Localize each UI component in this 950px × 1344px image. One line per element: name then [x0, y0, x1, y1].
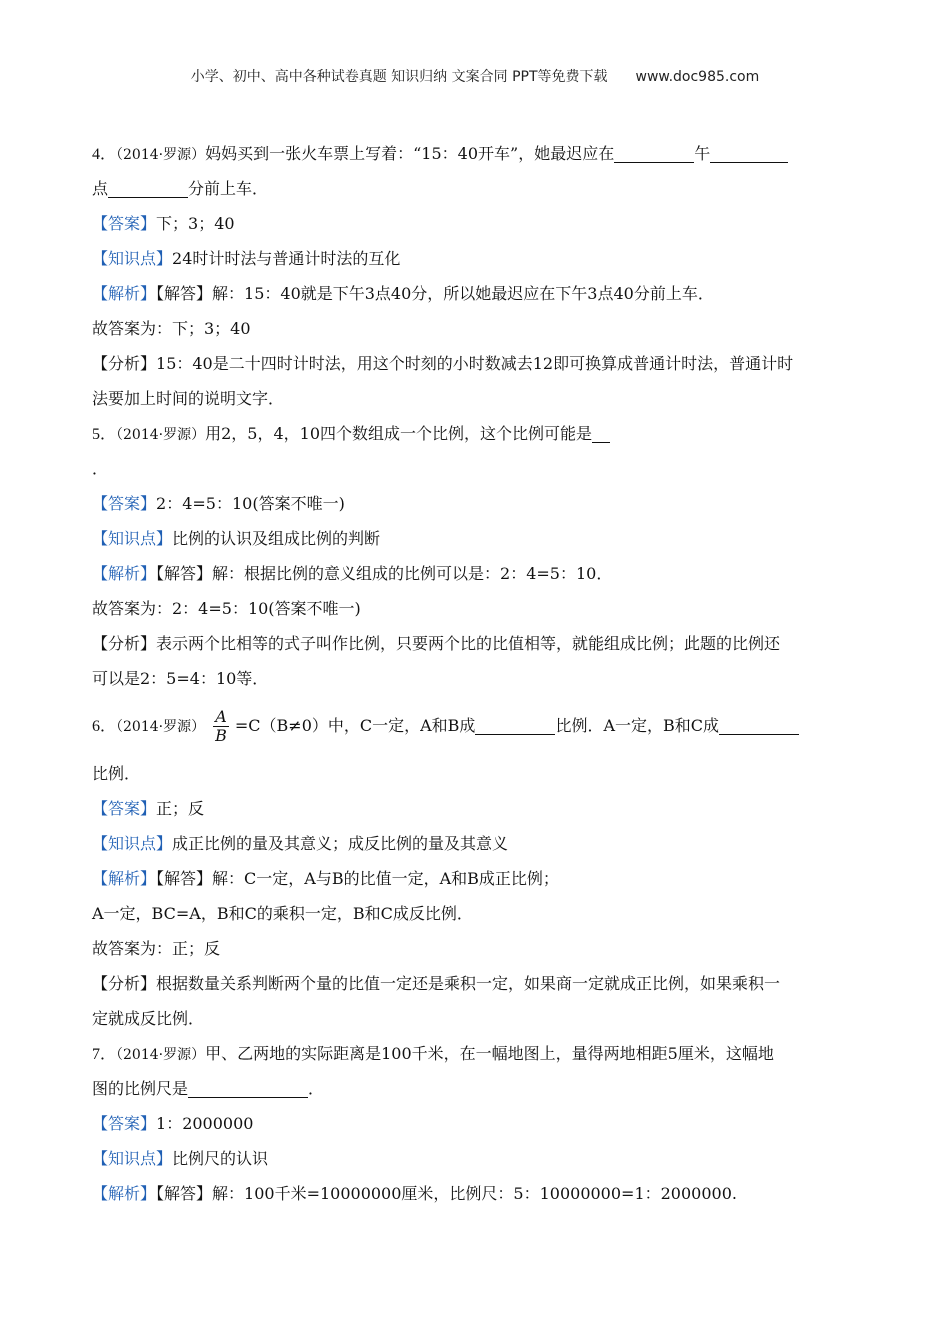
q6-analysis: 【解析】【解答】解：C一定，A与B的比值一定，A和B成正比例； [92, 869, 559, 888]
q6-stem-line2: 比例． [92, 764, 141, 783]
header-text: 小学、初中、高中各种试卷真题 知识归纳 文案合同 PPT等免费下载 [190, 69, 608, 85]
q5-knowledge: 【知识点】比例的认识及组成比例的判断 [92, 529, 381, 548]
q4-conclusion: 故答案为：下；3；40 [92, 319, 251, 338]
document-body [92, 136, 862, 1211]
q4-remark-line2: 法要加上时间的说明文字． [92, 389, 285, 408]
q6-conclusion: 故答案为：正；反 [92, 939, 221, 958]
q4-remark-line1: 【分析】15：40是二十四时计时法，用这个时刻的小时数减去12即可换算成普通计时法，普通计时 [92, 354, 794, 373]
q6-remark-line1: 【分析】根据数量关系判断两个量的比值一定还是乘积一定，如果商一定就成正比例，如果乘积一 [92, 974, 781, 993]
q4-blank-1[interactable] [614, 138, 694, 163]
q5-remark-line1: 【分析】表示两个比相等的式子叫作比例，只要两个比的比值相等，就能组成比例；此题的比例还 [92, 634, 781, 653]
q5-stem: 5．（2014·罗源）用2，5，4，10四个数组成一个比例，这个比例可能是 [92, 416, 862, 451]
q6-remark-line2: 定就成反比例． [92, 1009, 205, 1028]
q5-stem-end: ． [92, 459, 109, 478]
header-site[interactable]: www.doc985.com [635, 69, 760, 85]
q4-stem-line1: 4．（2014·罗源）妈妈买到一张火车票上写着：“15：40开车”，她最迟应在 午 [92, 136, 862, 171]
q4-knowledge: 【知识点】24时计时法与普通计时法的互化 [92, 249, 401, 268]
q6-blank-2[interactable] [719, 710, 799, 735]
q6-knowledge: 【知识点】成正比例的量及其意义；成反比例的量及其意义 [92, 834, 509, 853]
q5-answer: 【答案】2：4=5：10(答案不唯一) [92, 494, 345, 513]
page-header [0, 66, 950, 86]
q5-analysis: 【解析】【解答】解：根据比例的意义组成的比例可以是：2：4=5：10． [92, 564, 613, 583]
q7-analysis: 【解析】【解答】解：100千米=10000000厘米，比例尺：5：10000000=1：2000000. [92, 1184, 737, 1203]
q4-answer: 【答案】下；3；40 [92, 214, 235, 233]
q5-blank[interactable] [592, 418, 610, 443]
q4-stem-line2: 点 分前上车． [92, 171, 862, 206]
q7-blank[interactable] [188, 1073, 308, 1098]
q6-blank-1[interactable] [475, 710, 555, 735]
q5-conclusion: 故答案为：2：4=5：10(答案不唯一) [92, 599, 361, 618]
q6-stem-line1: 6．（2014·罗源） $\frac{A}{B}$ =C（B≠0）中，C一定，A和B成 比例．A一定，B和C成 [92, 696, 862, 756]
q4-blank-2[interactable] [710, 138, 788, 163]
q6-answer: 【答案】正；反 [92, 799, 205, 818]
q7-answer: 【答案】1：2000000 [92, 1114, 254, 1133]
q6-analysis-line2: A一定，BC=A，B和C的乘积一定，B和C成反比例． [92, 904, 473, 923]
q7-knowledge: 【知识点】比例尺的认识 [92, 1149, 269, 1168]
fraction-a-over-b: $\frac{A}{B}$ [215, 707, 227, 745]
q7-stem-line1: 7．（2014·罗源）甲、乙两地的实际距离是100千米，在一幅地图上，量得两地相距5厘米，这幅地 [92, 1044, 774, 1063]
q4-analysis: 【解析】【解答】解：15：40就是下午3点40分，所以她最迟应在下午3点40分前上车． [92, 284, 714, 303]
q5-remark-line2: 可以是2：5=4：10等． [92, 669, 269, 688]
q7-stem-line2: 图的比例尺是 ． [92, 1071, 862, 1106]
q4-blank-3[interactable] [108, 173, 188, 198]
